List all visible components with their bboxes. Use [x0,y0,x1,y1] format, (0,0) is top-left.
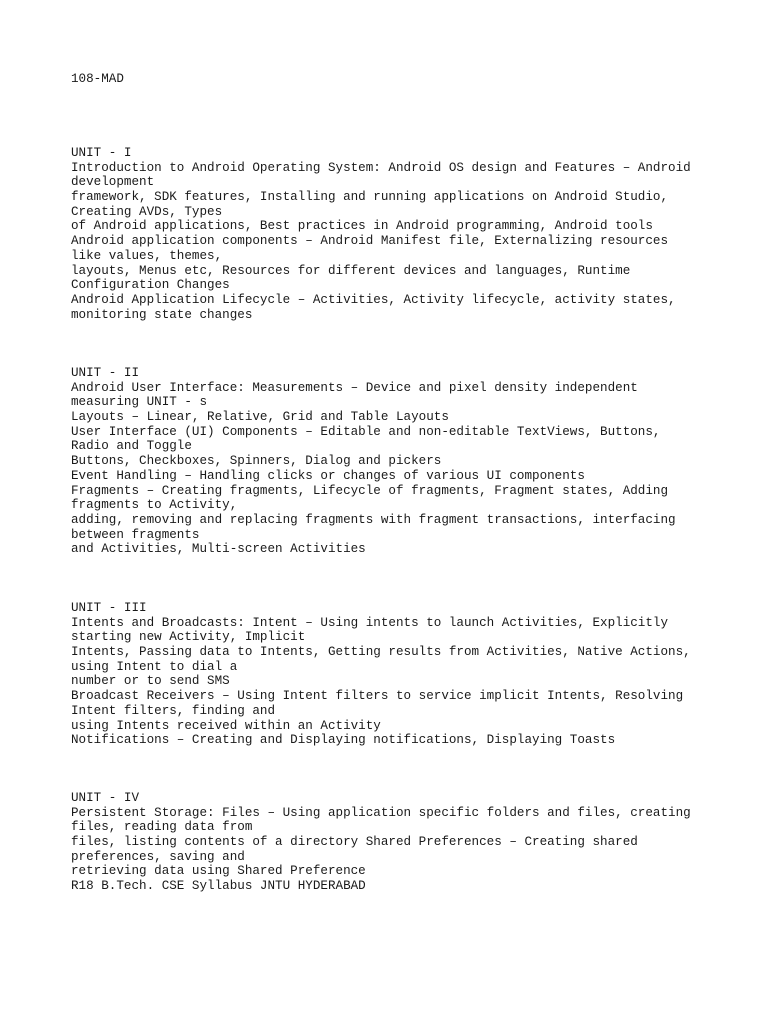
unit-section-4 [71,791,711,894]
text-line: files, reading data from [71,820,253,835]
text-line: framework, SDK features, Installing and running applications on Android Studio, [71,190,669,205]
text-line: Event Handling – Handling clicks or changes of various UI components [71,468,585,483]
text-line: layouts, Menus etc, Resources for different devices and languages, Runtime [71,263,631,278]
unit-section-2 [71,366,711,557]
text-line: R18 B.Tech. CSE Syllabus JNTU HYDERABAD [71,879,366,894]
text-line: development [71,175,155,190]
text-line: files, listing contents of a directory Shared Preferences – Creating shared [71,835,638,850]
text-line: Creating AVDs, Types [71,204,223,219]
text-line: Intent filters, finding and [71,703,276,718]
unit-section-1 [71,146,711,322]
text-line: Configuration Changes [71,278,230,293]
text-line: Notifications – Creating and Displaying notifications, Displaying Toasts [71,733,616,748]
text-line: Persistent Storage: Files – Using application specific folders and files, creating [71,805,691,820]
text-line: between fragments [71,527,200,542]
text-line: like values, themes, [71,248,223,263]
text-line: starting new Activity, Implicit [71,630,306,645]
text-line: retrieving data using Shared Preference [71,864,366,879]
text-line: Android User Interface: Measurements – Device and pixel density independent [71,380,638,395]
unit-title: UNIT - IV [71,791,140,805]
text-line: Intents and Broadcasts: Intent – Using intents to launch Activities, Explicitly [71,615,669,630]
unit-title: UNIT - II [71,366,140,380]
text-line: Layouts – Linear, Relative, Grid and Table Layouts [71,410,449,425]
text-line: number or to send SMS [71,674,230,689]
text-line: using Intent to dial a [71,659,238,674]
text-line: Broadcast Receivers – Using Intent filters to service implicit Intents, Resolving [71,689,684,704]
document-header: 108-MAD [71,72,124,86]
text-line: Android application components – Android Manifest file, Externalizing resources [71,234,669,249]
text-line: Radio and Toggle [71,439,192,454]
text-line: and Activities, Multi-screen Activities [71,542,366,557]
text-line: Android Application Lifecycle – Activities, Activity lifecycle, activity states, [71,292,676,307]
text-line: preferences, saving and [71,849,245,864]
text-line: Introduction to Android Operating System: Android OS design and Features – Android [71,160,691,175]
text-line: Fragments – Creating fragments, Lifecycle of fragments, Fragment states, Adding [71,483,669,498]
unit-title: UNIT - III [71,601,147,615]
text-line: of Android applications, Best practices in Android programming, Android tools [71,219,653,234]
text-line: Intents, Passing data to Intents, Getting results from Activities, Native Actions, [71,645,691,660]
unit-title: UNIT - I [71,146,132,160]
text-line: User Interface (UI) Components – Editable and non-editable TextViews, Buttons, [71,424,661,439]
text-line: measuring UNIT - s [71,395,208,410]
text-line: Buttons, Checkboxes, Spinners, Dialog and pickers [71,454,442,469]
text-line: fragments to Activity, [71,498,238,513]
text-line: using Intents received within an Activity [71,718,381,733]
unit-section-3 [71,601,711,748]
text-line: adding, removing and replacing fragments with fragment transactions, interfacing [71,512,676,527]
text-line: monitoring state changes [71,307,253,322]
